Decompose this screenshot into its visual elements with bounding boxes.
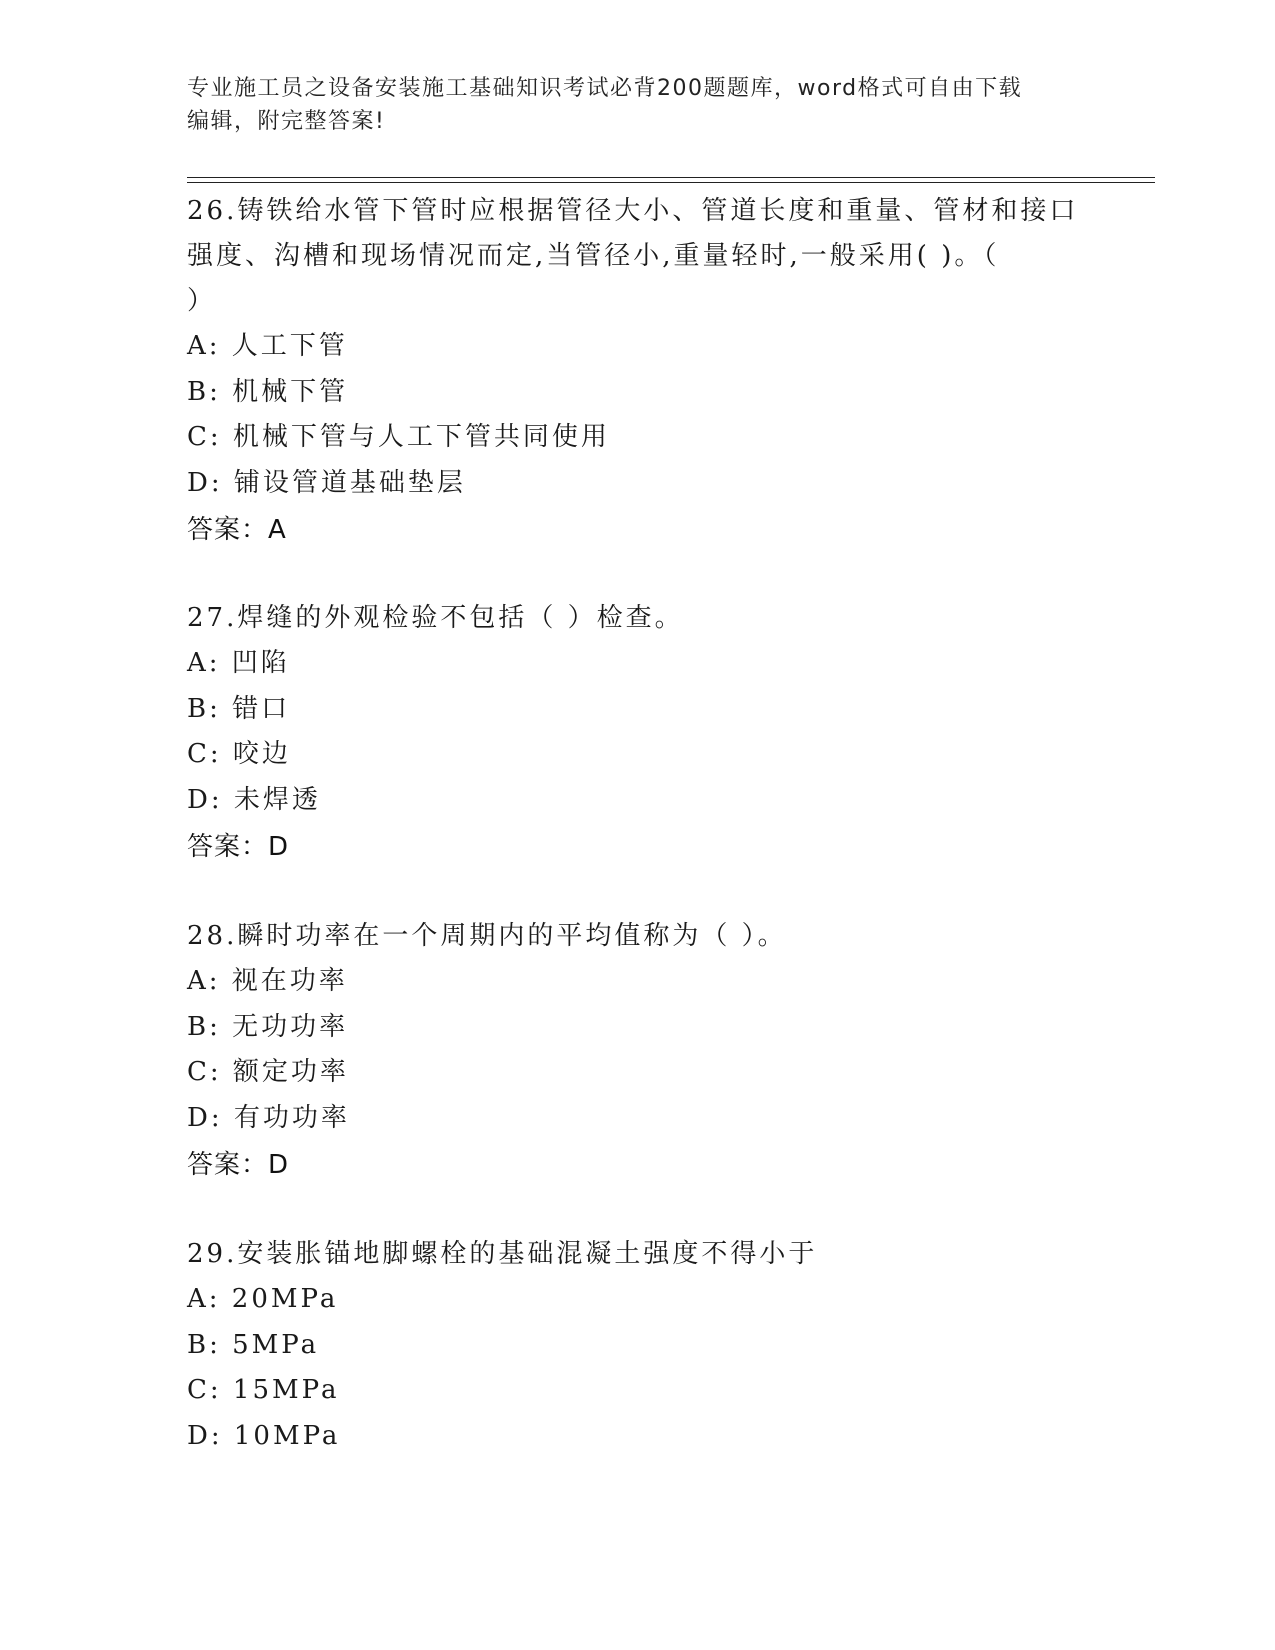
question-28	[187, 914, 1087, 1189]
option-c: C: 机械下管与人工下管共同使用	[187, 422, 610, 452]
option-b: B: 错口	[187, 693, 291, 724]
header-line-2: 编辑，附完整答案!	[187, 109, 386, 134]
question-stem-line: 强度、沟槽和现场情况而定,当管径小,重量轻时,一般采用( )。（	[187, 241, 1000, 271]
question-stem-line: ）	[187, 286, 217, 316]
header-divider-top	[187, 177, 1155, 178]
question-stem-line: 28.瞬时功率在一个周期内的平均值称为（ ）。	[187, 921, 787, 951]
option-b: B: 5MPa	[187, 1329, 320, 1360]
header-line-1: 专业施工员之设备安装施工基础知识考试必背200题题库，word格式可自由下载	[187, 76, 1023, 101]
option-d: D: 有功功率	[187, 1102, 350, 1133]
question-stem-line: 29.安装胀锚地脚螺栓的基础混凝土强度不得小于	[187, 1239, 818, 1269]
question-27	[187, 596, 1087, 871]
option-c: C: 额定功率	[187, 1057, 349, 1087]
option-a: A: 凹陷	[187, 648, 290, 678]
option-a: A: 人工下管	[187, 331, 348, 361]
question-29	[187, 1232, 1087, 1459]
question-stem-line: 26.铸铁给水管下管时应根据管径大小、管道长度和重量、管材和接口	[187, 196, 1079, 226]
question-stem-line: 27.焊缝的外观检验不包括（ ）检查。	[187, 603, 684, 633]
header-divider-bottom	[187, 182, 1155, 183]
option-c: C: 15MPa	[187, 1375, 340, 1405]
option-b: B: 机械下管	[187, 376, 349, 407]
option-c: C: 咬边	[187, 739, 291, 769]
option-a: A: 视在功率	[187, 966, 348, 996]
answer-line: 答案：A	[187, 515, 287, 545]
answer-line: 答案：D	[187, 832, 290, 862]
document-header	[187, 72, 1067, 138]
option-d: D: 未焊透	[187, 784, 321, 815]
option-d: D: 铺设管道基础垫层	[187, 467, 466, 498]
option-b: B: 无功功率	[187, 1011, 349, 1042]
option-a: A: 20MPa	[187, 1284, 339, 1314]
question-26	[187, 189, 1087, 554]
answer-line: 答案：D	[187, 1150, 290, 1180]
option-d: D: 10MPa	[187, 1420, 341, 1451]
